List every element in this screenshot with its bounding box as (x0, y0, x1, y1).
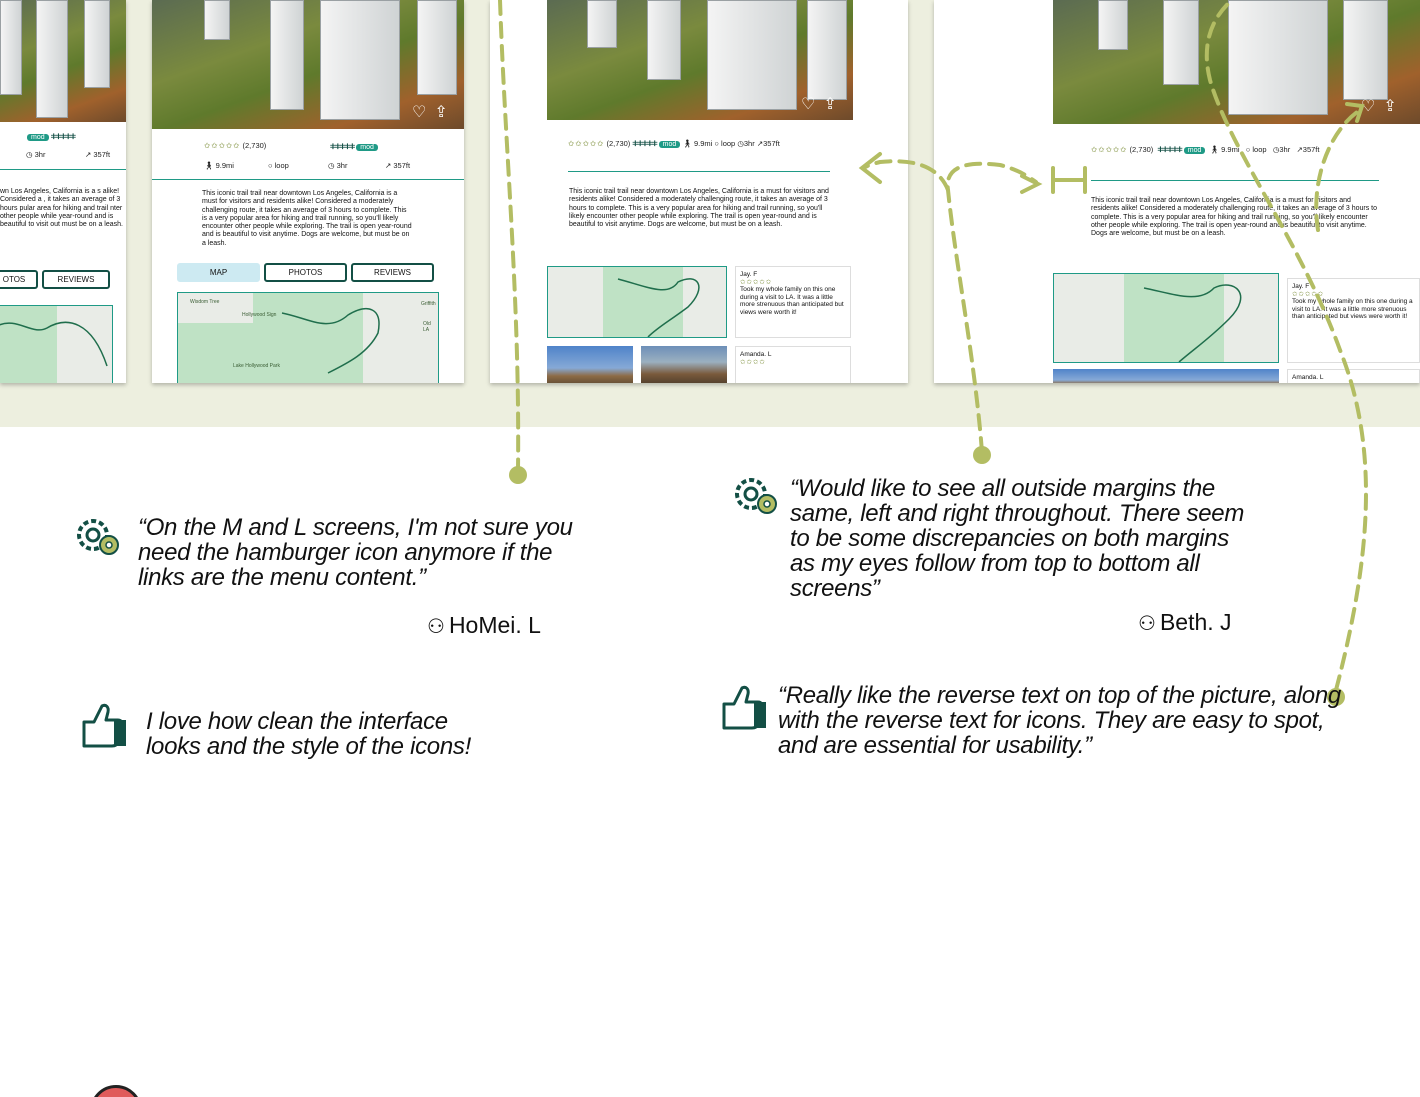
feedback-quote-beth: “Would like to see all outside margins the same, left and right throughout. There seem to be some discrepancies on both margins as my eyes follow from top to bottom all screens” (790, 475, 1245, 602)
trail-photo[interactable] (1053, 369, 1279, 383)
time-stat: ◷ 3hr (328, 161, 348, 170)
elevation-stat: ↗ 357ft (85, 150, 111, 159)
user-icon: ⚇ (427, 613, 445, 638)
rating-stars: ✩✩✩✩✩ (204, 141, 241, 150)
difficulty-icons: ⵐⵐⵐⵐⵐ (632, 139, 657, 148)
share-icon[interactable]: ⇪ (1383, 96, 1397, 115)
feedback-author-homei: ⚇ HoMei. L (427, 612, 541, 638)
user-icon: ⚇ (1138, 610, 1156, 635)
review-card (735, 346, 851, 383)
trail-map[interactable] (1053, 273, 1279, 363)
trail-photo[interactable] (641, 346, 727, 383)
distance-stat: 🚶︎ 9.9mi (204, 161, 234, 170)
hero-image (1053, 0, 1420, 124)
screen-small (0, 0, 126, 383)
elevation-stat: ↗357ft (756, 139, 780, 148)
share-icon[interactable]: ⇪ (434, 102, 448, 121)
trail-photo[interactable] (547, 346, 633, 383)
time-stat: ◷ 3hr (26, 150, 46, 159)
difficulty-row (27, 132, 75, 141)
trail-description: wn Los Angeles, California is a s alike! Considered a , it takes an average of 3 hours pular area for hiking and trail nter other people while year-round and is beautiful to visit out must be on a leash. (0, 188, 123, 229)
trail-stats-row (1091, 145, 1319, 154)
route-stat: ○ loop (714, 139, 736, 148)
reviewer-name: Amanda. L (1292, 374, 1324, 381)
difficulty-badge: mod (659, 141, 681, 148)
rating-count: (2,730) (606, 139, 631, 148)
screen-medium (152, 0, 464, 383)
trail-map[interactable] (547, 266, 727, 338)
difficulty-badge: mod (356, 144, 378, 151)
reviewer-name: Amanda. L (740, 351, 772, 358)
thumbs-up-icon (720, 684, 768, 730)
review-card (735, 266, 851, 338)
trail-map[interactable]: Wisdom Tree Hollywood Sign Lake Hollywood Park Griffith Old LA (177, 292, 439, 383)
heart-icon[interactable]: ♡ (1361, 96, 1376, 115)
settings-gears-icon (75, 515, 123, 559)
tab-photos[interactable]: OTOS (0, 270, 38, 289)
rating-row (204, 141, 266, 150)
trail-stats-row (568, 139, 780, 148)
heart-icon[interactable]: ♡ (412, 102, 427, 121)
trail-description: This iconic trail trail near downtown Los Angeles, California is a must for visitors and residents alike! Considered a moderately challenging route, it takes an average of 3 hours to complete. This is a very popular area for hiking and trail running, so you'll likely encounter other people while exploring. The trail is open year-round and is beautiful to visit anytime. Dogs are welcome, but must be on a leash. (1091, 197, 1378, 238)
thumbs-up-icon (80, 702, 128, 748)
review-card (1287, 369, 1420, 383)
feedback-quote-reverse: “Really like the reverse text on top of the picture, along with the reverse text for icons. They are easy to spot, and are essential for usability.” (778, 682, 1341, 759)
reviewer-name: Jay. F (1292, 283, 1310, 290)
screen-xl (934, 0, 1420, 383)
trail-description: This iconic trail trail near downtown Los Angeles, California is a must for visitors and residents alike! Considered a moderately challenging route, it takes an average of 3 hours to complete. This is a very popular area for hiking and trail running, so you'll likely encounter other people while exploring. The trail is open year-round and is beautiful to visit anytime. Dogs are welcome, but must be on a leash. (202, 190, 412, 247)
rating-count: (2,730) (1129, 145, 1154, 154)
elevation-stat: ↗ 357ft (385, 161, 411, 170)
review-stars: ✩✩✩✩✩ (740, 278, 773, 286)
reviewer-name: Jay. F (740, 271, 758, 278)
difficulty-badge: mod (27, 134, 49, 141)
screen-large (490, 0, 908, 383)
feedback-author-beth: ⚇ Beth. J (1138, 609, 1232, 635)
distance-stat: 🚶︎ 9.9mi (682, 139, 713, 148)
review-text: Took my whole family on this one during a visit to LA. It was a little more strenuous than anticipated but views were worth it! (740, 286, 844, 316)
review-text: Took my whole family on this one during a visit to LA. It was a little more strenuous than anticipated but views were worth it! (1292, 298, 1413, 320)
difficulty-row (330, 142, 378, 151)
difficulty-icons: ⵐⵐⵐⵐⵐ (50, 132, 75, 141)
heart-icon[interactable]: ♡ (801, 94, 816, 113)
avatar (90, 1085, 142, 1097)
feedback-quote-homei: “On the M and L screens, I'm not sure you need the hamburger icon anymore if the links are the menu content.” (138, 514, 573, 591)
feedback-quote-love: I love how clean the interface looks and the style of the icons! (146, 708, 471, 760)
tab-photos[interactable]: PHOTOS (264, 263, 347, 282)
rating-stars: ✩✩✩✩✩ (1091, 145, 1128, 154)
difficulty-icons: ⵐⵐⵐⵐⵐ (330, 142, 355, 151)
route-stat: ○ loop (268, 161, 289, 170)
tab-map[interactable]: MAP (177, 263, 260, 282)
distance-stat: 🚶︎ 9.9mi (1209, 145, 1240, 154)
rating-stars: ✩✩✩✩✩ (568, 139, 605, 148)
time-stat: ◷3hr (1272, 145, 1291, 154)
tab-reviews[interactable]: REVIEWS (351, 263, 434, 282)
connector-dot (509, 466, 527, 484)
hero-image (0, 0, 126, 122)
time-stat: ◷3hr (737, 139, 755, 148)
route-stat: ○ loop (1245, 145, 1267, 154)
hero-image (547, 0, 853, 120)
connector-dot (973, 446, 991, 464)
rating-count: (2,730) (242, 141, 267, 150)
trail-description: This iconic trail trail near downtown Los Angeles, California is a must for visitors and residents alike! Considered a moderately challenging route, it takes an average of 3 hours to complete. This is a very popular area for hiking and trail running, so you'll likely encounter other people while exploring. The trail is open year-round and is beautiful to visit anytime. Dogs are welcome, but must be on a leash. (569, 188, 829, 229)
elevation-stat: ↗357ft (1296, 145, 1320, 154)
hero-image (152, 0, 464, 129)
review-stars: ✩✩✩✩ (740, 358, 766, 366)
difficulty-icons: ⵐⵐⵐⵐⵐ (1157, 145, 1182, 154)
share-icon[interactable]: ⇪ (823, 94, 837, 113)
settings-gears-icon (733, 474, 781, 518)
difficulty-badge: mod (1184, 147, 1206, 154)
review-card (1287, 278, 1420, 363)
tab-reviews[interactable]: REVIEWS (42, 270, 110, 289)
trail-map[interactable] (0, 305, 113, 383)
review-stars: ✩✩✩✩✩ (1292, 290, 1325, 298)
